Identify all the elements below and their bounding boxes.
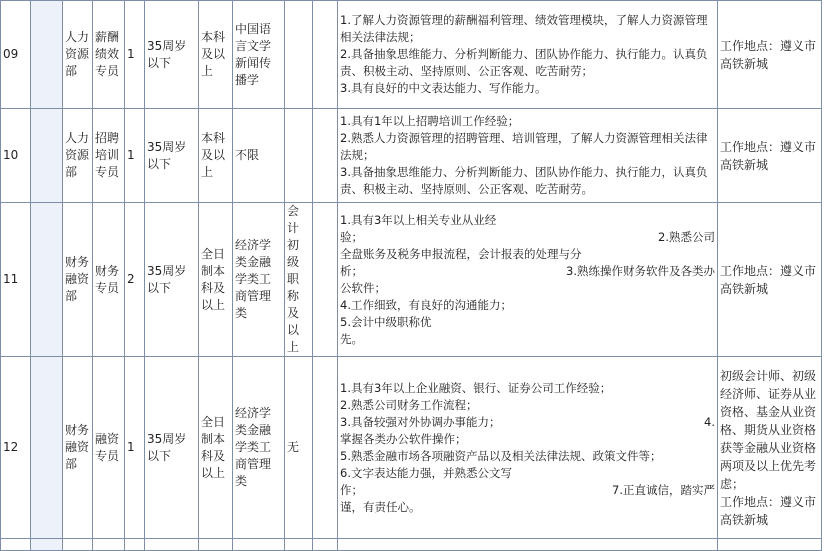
education-cell: 全日制本科及以上 [199, 203, 233, 357]
count-cell: 2 [125, 203, 145, 357]
requirements-cell [338, 109, 718, 203]
location-cell: 工作地点：遵义市高铁新城 [718, 1, 822, 109]
position-cell: 财务专员 [93, 203, 125, 357]
major-cell: 不限 [233, 109, 285, 203]
education-cell: 全日制本科及以上 [199, 357, 233, 539]
spacer-cell [313, 203, 338, 357]
title-cell: 无 [285, 357, 313, 539]
requirement-line: 4. [704, 414, 715, 429]
table-row [1, 203, 822, 357]
location-cell: 工作地点：遵义市高铁新城 [718, 203, 822, 357]
requirement-line: 1.具有3年以上企业融资、银行、证券公司工作经验； [340, 380, 612, 395]
requirement-line: 验； [340, 229, 363, 244]
age-cell: 35周岁以下 [145, 203, 199, 357]
requirement-line: 3.具备抽象思维能力、分析判断能力、团队协作能力、执行能力，认真负责、积极主动、坚持原则、公正客观、吃苦耐劳。 [340, 165, 708, 196]
spacer-cell [313, 1, 338, 109]
education-cell: 本科及以上 [199, 1, 233, 109]
requirement-line: 2.具备抽象思维能力、分析判断能力、团队协作能力、执行能力。认真负责、积极主动、坚持原则、公正客观、吃苦耐劳； [340, 47, 708, 78]
position-cell: 融资专员 [93, 357, 125, 539]
requirement-line: 先。 [340, 331, 363, 346]
count-cell: 1 [125, 1, 145, 109]
spacer-cell [31, 109, 63, 203]
requirement-line: 5.会计中级职称优 [340, 314, 432, 329]
spacer-cell [313, 109, 338, 203]
age-cell: 35周岁以下 [145, 357, 199, 539]
spacer-cell [31, 1, 63, 109]
count-cell: 1 [125, 357, 145, 539]
location-text: 工作地点：遵义市高铁新城 [720, 494, 817, 527]
requirement-line: 谨，有责任心。 [340, 499, 421, 514]
row-number: 11 [1, 203, 31, 357]
requirement-line: 4.工作细致，有良好的沟通能力； [340, 297, 512, 312]
requirement-line: 析； [340, 263, 363, 278]
requirement-line: 6.文字表达能力强，并熟悉公文写 [340, 465, 512, 480]
spacer-cell [313, 357, 338, 539]
location-cell: 工作地点：遵义市高铁新城 [718, 109, 822, 203]
requirements-cell [338, 1, 718, 109]
requirement-line: 全盘账务及税务申报流程，会计报表的处理与分 [340, 246, 582, 261]
title-cell [285, 109, 313, 203]
requirement-line: 3.熟练操作财务软件及各类办 [566, 263, 715, 278]
requirement-line: 公软件； [340, 280, 386, 295]
major-cell: 经济学类金融学类工商管理类 [233, 203, 285, 357]
requirement-line: 2.熟悉人力资源管理的招聘管理、培训管理，了解人力资源管理相关法律法规； [340, 131, 708, 162]
position-cell: 招聘培训专员 [93, 109, 125, 203]
requirements-cell [338, 203, 718, 357]
education-cell: 本科及以上 [199, 109, 233, 203]
count-cell: 1 [125, 109, 145, 203]
title-cell [285, 1, 313, 109]
title-cell: 会计初级职称及以上 [285, 203, 313, 357]
major-cell: 经济学类金融学类工商管理类 [233, 357, 285, 539]
requirement-line: 2.熟悉公司财务工作流程； [340, 397, 478, 412]
department-cell: 财务融资部 [63, 203, 93, 357]
requirements-cell [338, 357, 718, 539]
table-row [1, 539, 822, 551]
requirement-line: 作； [340, 482, 363, 497]
requirement-line: 3.具备较强对外协调办事能力； [340, 414, 501, 429]
requirement-line: 1.了解人力资源管理的薪酬福利管理、绩效管理模块，了解人力资源管理相关法律法规； [340, 13, 708, 44]
age-cell: 35周岁以下 [145, 109, 199, 203]
department-cell: 人力资源部 [63, 109, 93, 203]
requirement-line: 2.熟悉公司 [658, 229, 715, 244]
table-row [1, 109, 822, 203]
qualification-note: 初级会计师、初级经济师、证券从业资格、基金从业资格、期货从业资格获等金融从业资格两项及以上优先考虑； [720, 368, 817, 491]
department-cell: 财务融资部 [63, 357, 93, 539]
row-number: 10 [1, 109, 31, 203]
location-cell [718, 357, 822, 539]
row-number: 09 [1, 1, 31, 109]
spacer-cell [31, 357, 63, 539]
requirement-line: 1.具有1年以上招聘培训工作经验； [340, 114, 520, 128]
requirement-line: 7.正直诚信，踏实严 [612, 482, 715, 497]
table-row [1, 1, 822, 109]
requirement-line: 5.熟悉金融市场各项融资产品以及相关法律法规、政策文件等； [340, 448, 662, 463]
major-cell: 中国语言文学新闻传播学 [233, 1, 285, 109]
row-number: 12 [1, 357, 31, 539]
table-row [1, 357, 822, 539]
requirement-line: 3.具有良好的中文表达能力、写作能力。 [340, 81, 547, 95]
position-cell: 薪酬绩效专员 [93, 1, 125, 109]
spacer-cell [31, 203, 63, 357]
age-cell: 35周岁以下 [145, 1, 199, 109]
requirement-line: 1.具有3年以上相关专业从业经 [340, 212, 497, 227]
requirement-line: 掌握各类办公软件操作； [340, 431, 467, 446]
department-cell: 人力资源部 [63, 1, 93, 109]
